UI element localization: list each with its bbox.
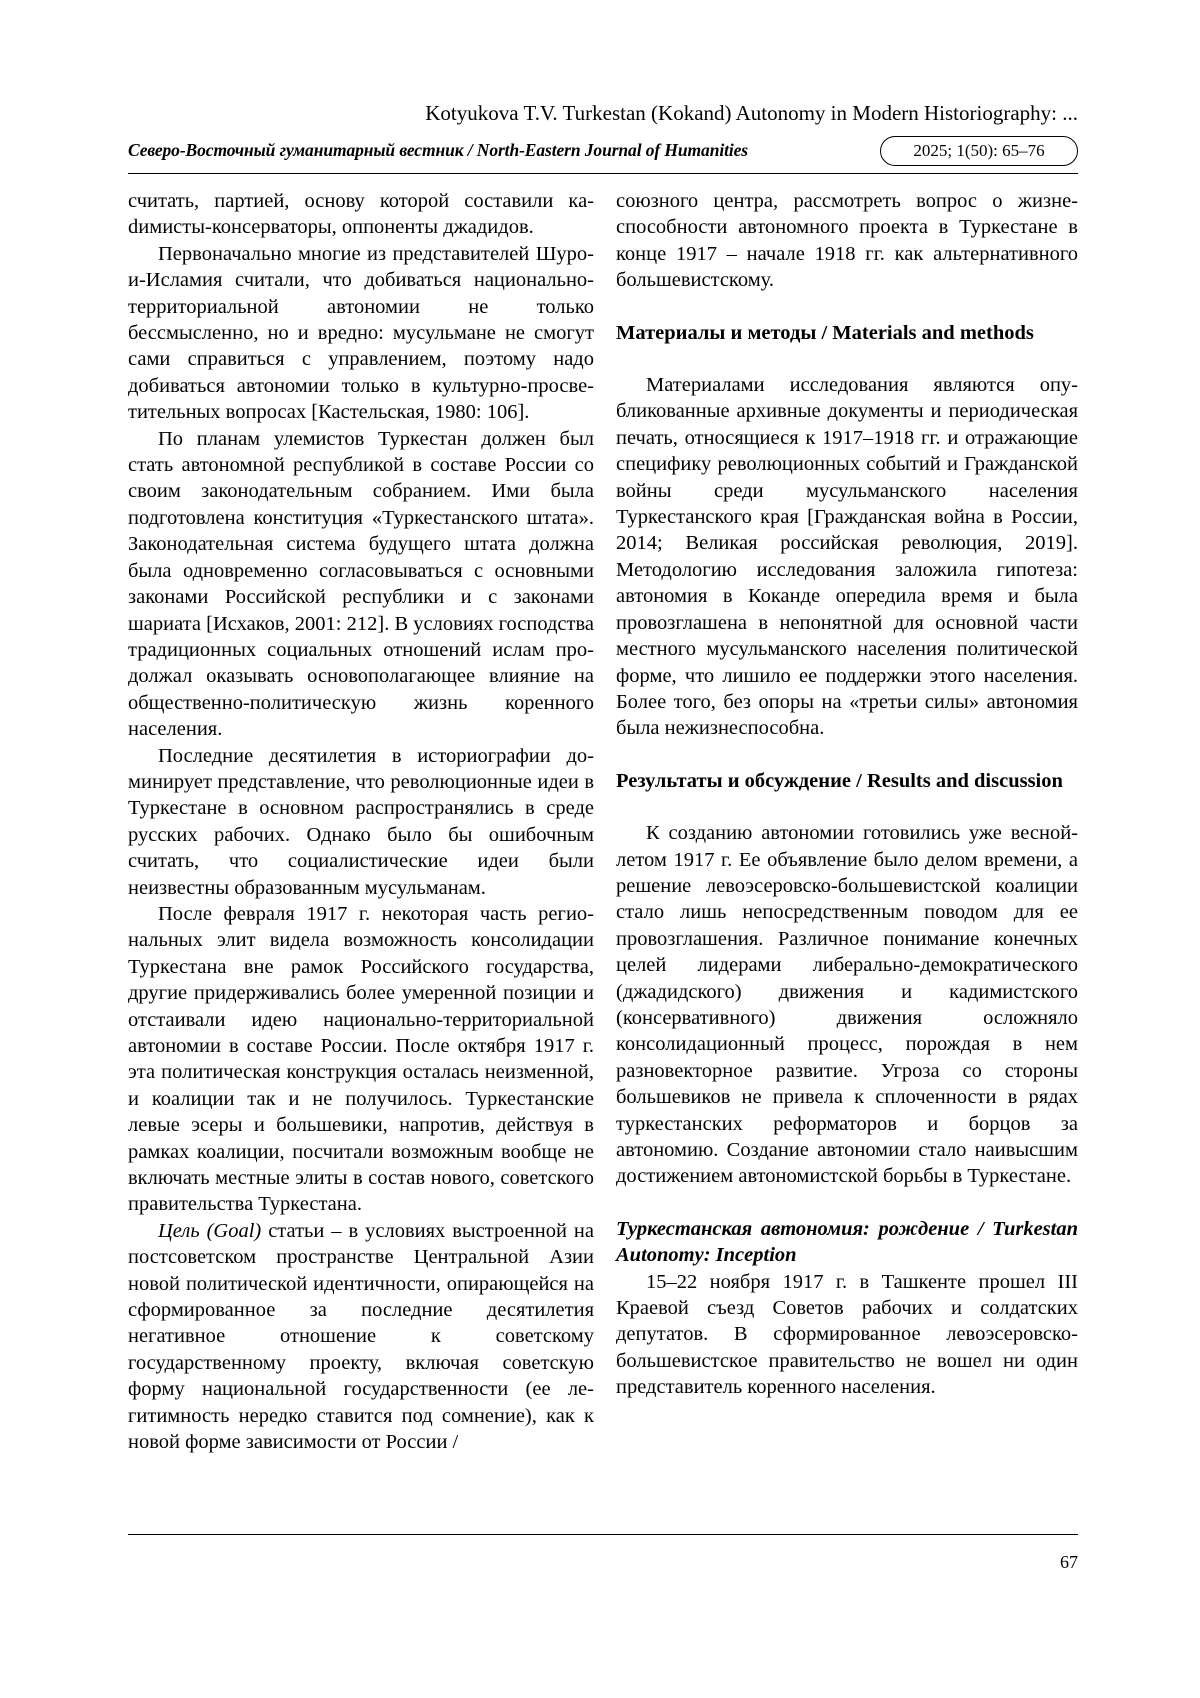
page-number: 67 [1060, 1552, 1078, 1572]
spacer [616, 742, 1078, 768]
section-heading-methods: Материалы и методы / Materials and methods [616, 321, 1034, 344]
spacer [616, 294, 1078, 320]
journal-title: Северо-Восточный гуманитарный вестник / North-Eastern Journal of Humanities [128, 140, 749, 160]
journal-line [128, 136, 1078, 168]
left-column [128, 188, 594, 1456]
paragraph: Первоначально многие из представителей Шуро-и-Исламия считали, что добиваться национально-территориальной автономии не только бессмысленно, но и вредно: мусульмане не смогут сами справиться с управлением, поэтому надо добиваться автономии только в культурно-просветительных вопросах [Кастельская, 1980: 106]. [128, 242, 594, 424]
spacer [616, 346, 1078, 372]
header-divider [128, 173, 1078, 174]
section-heading-results: Результаты и обсуждение / Results and discussion [616, 769, 1063, 792]
paragraph: считать, партией, основу которой составили каdимисты-консерваторы, оппоненты джадидов. [128, 190, 594, 239]
paragraph: К созданию автономии готовились уже весной-летом 1917 г. Ее объявление было делом времени, а решение левоэсеровско-большевистской коалиции стало лишь непосредственным поводом для ее провозглашения. Различное понимание конечных целей лидерами либерально-демократического (джадидского) движения и кадимистского (консервативного) движения осложняло консолидационный процесс, порождая в нем разновекторное развитие. Угроза со стороны большевиков не привела к сплоченности в рядах туркестанских реформаторов и борцов за автономию. Создание автономии стало наивысшим достижением автономистской борьбы в Туркестане. [616, 822, 1078, 1188]
paragraph: союзного центра, рассмотреть вопрос о жизнеспособности автономного проекта в Туркестане в конце 1917 – начале 1918 гг. как альтернативного большевистскому. [616, 190, 1078, 292]
right-column [616, 188, 1078, 1401]
issue-badge: 2025; 1(50): 65–76 [880, 136, 1078, 166]
paragraph: 15–22 ноября 1917 г. в Ташкенте прошел III Краевой съезд Советов рабочих и солдатских депутатов. В сформированное левоэсеровско-большевистское правительство не вошел ни один представитель коренного населения. [616, 1270, 1078, 1399]
goal-text: статьи – в условиях выстроенной на постсоветском пространстве Центральной Азии новой политической идентичности, опирающейся на сформированное за последние десятилетия негативное отношение к советскому государственному проекту, включая советскую форму национальной государственности (ее легитимность нередко ставится под сомнение), как к новой форме зависимости от России / [128, 1219, 594, 1454]
paragraph: По планам улемистов Туркестан должен был стать автономной республикой в составе России со своим законодательным собранием. Ими была подготовлена конституция «Туркестанского штата». Законодательная система будущего штата должна была одновременно согласовываться с основными законами Российской республики и с законами шариата [Исхаков, 2001: 212]. В условиях господства традиционных социальных отношений ислам продолжал оказывать основополагающее влияние на общественно-политическую жизнь коренного населения. [128, 427, 594, 741]
subsection-heading-inception: Туркестанская автономия: рождение / Turkestan Autonomy: Inception [616, 1217, 1078, 1267]
footer-divider [128, 1534, 1078, 1535]
paragraph: После февраля 1917 г. некоторая часть региональных элит видела возможность консолидации Туркестана вне рамок Российского государства, другие придерживались более умеренной позиции и отстаивали идею национально-территориальной автономии в составе России. После октября 1917 г. эта политическая конструкция осталась неизменной, и коалиции так и не получилось. Туркестанские левые эсеры и большевики, напротив, действуя в рамках коалиции, посчитали возможным вообще не включать местные элиты в состав нового, советского правительства Туркестана. [128, 902, 594, 1216]
running-title: Kotyukova T.V. Turkestan (Kokand) Autonomy in Modern Historiography: ... [425, 101, 1078, 125]
paragraph: Материалами исследования являются опубликованные архивные документы и периодическая печать, относящиеся к 1917–1918 гг. и отражающие специфику революционных событий и Гражданской войны среди мусульманского населения Туркестанского края [Гражданская война в России, 2014; Великая российская революция, 2019]. Методологию исследования заложила гипотеза: автономия в Коканде опередила время и была провозглашена в непонятной для основной части местного мусульманского населения политической форме, что лишило ее поддержки этого населения. Более того, без опоры на «третьи силы» автономия была нежизнеспособна. [616, 374, 1078, 740]
paragraph: Последние десятилетия в историографии доминирует представление, что революционные идеи в Туркестане в основном распространялись в среде русских рабочих. Однако было бы ошибочным считать, что социалистические идеи были неизвестны образованным мусульманам. [128, 744, 594, 899]
spacer [616, 1190, 1078, 1216]
spacer [616, 794, 1078, 820]
paragraph-goal [128, 1218, 594, 1456]
goal-lead: Цель (Goal) [158, 1219, 262, 1242]
